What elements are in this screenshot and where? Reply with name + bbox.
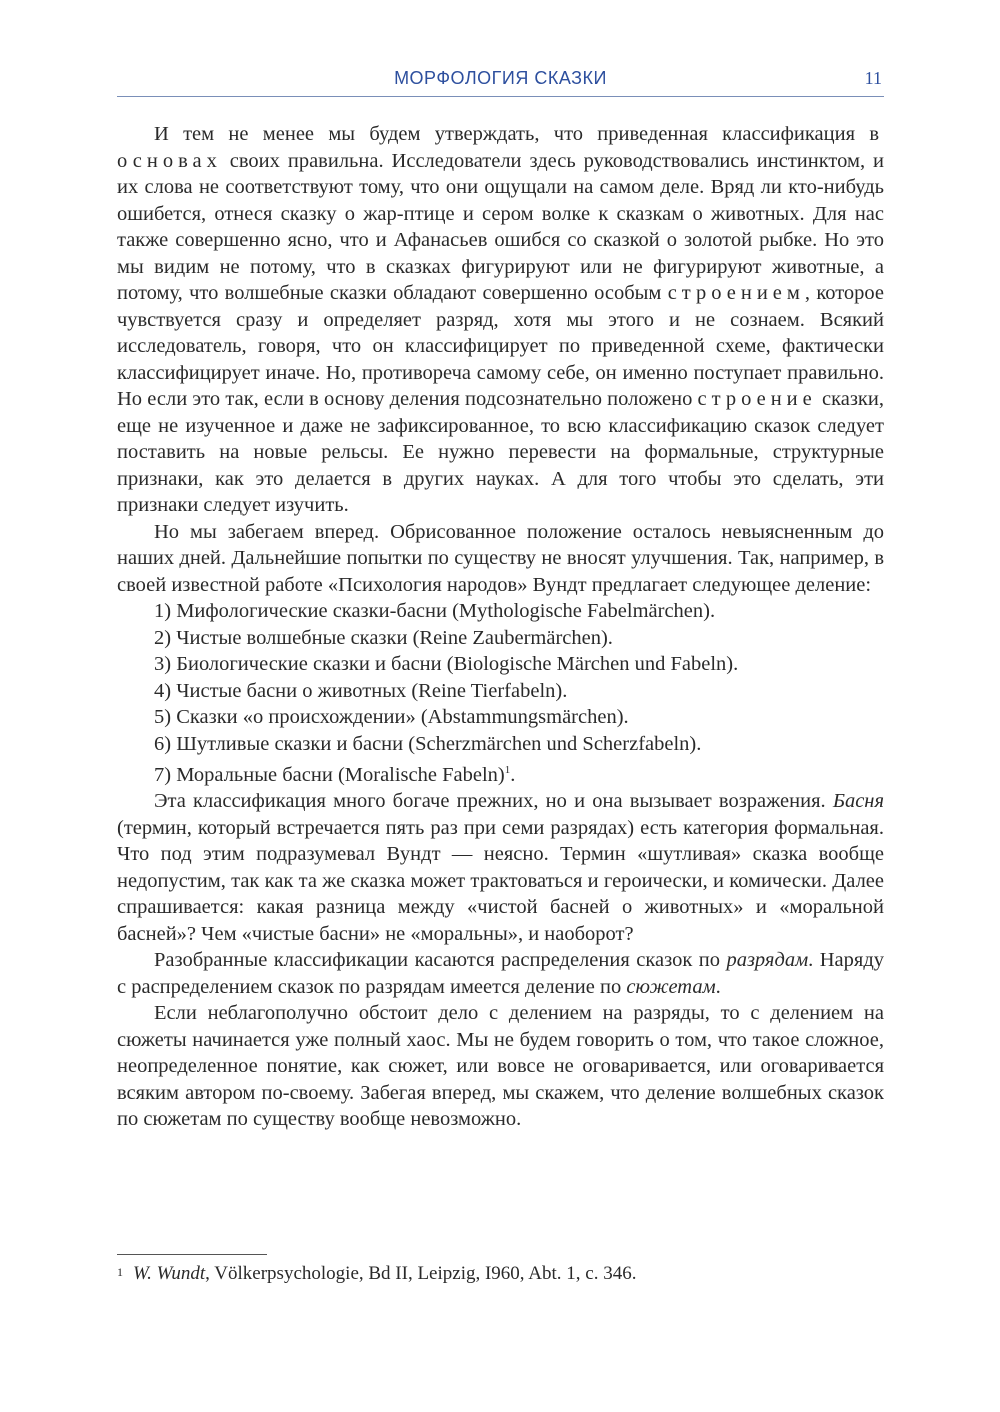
paragraph: Но мы забегаем вперед. Обрисованное положение осталось невыясненным до наших дней. Дальнейшие попытки по существу не вносят улучшения. Так, например, в своей известной работе «Психология народов» Вундт предлагает следующее деление: bbox=[117, 520, 884, 596]
text-run: . bbox=[715, 975, 721, 998]
footnote-reference[interactable]: 1 bbox=[504, 764, 511, 776]
page-number: 11 bbox=[864, 68, 882, 88]
paragraph bbox=[117, 947, 884, 1000]
footnote-text: , Völkerpsychologie, Bd II, Leipzig, I960, Abt. 1, с. 346. bbox=[205, 1263, 637, 1284]
emphasized-text: строение bbox=[697, 388, 817, 410]
text-run: И тем не менее мы будем утверждать, что приведенная классификация bbox=[154, 123, 870, 145]
list-item: 5) Сказки «о происхождении» (Abstammungsmärchen). bbox=[154, 706, 629, 728]
text-run: . bbox=[510, 763, 516, 786]
footnote-mark: 1 bbox=[117, 1265, 123, 1279]
paragraph bbox=[117, 121, 884, 519]
text-run: 7) Моральные басни (Moralische Fabeln) bbox=[154, 763, 505, 786]
list-item: 6) Шутливые сказки и басни (Scherzmärchen und Scherzfabeln). bbox=[154, 732, 702, 755]
text-run: сказки, еще не изученное и даже не зафиксированное, то всю классификацию сказок следует поставить на новые рельсы. Ее нужно перевести на формальные, структурные признаки, как это делается в других науках. А для того чтобы это сделать, эти признаки следует изучить. bbox=[117, 388, 884, 516]
emphasized-text: строением bbox=[667, 282, 805, 304]
list-item: 1) Мифологические сказки-басни (Mythologische Fabelmärchen). bbox=[154, 600, 716, 622]
main-text bbox=[117, 121, 884, 1133]
italic-term: сюжетам bbox=[626, 975, 716, 998]
running-title: МОРФОЛОГИЯ СКАЗКИ bbox=[394, 68, 607, 88]
list-item: 3) Биологические сказки и басни (Biologische Märchen und Fabeln). bbox=[154, 653, 739, 675]
footnote-divider bbox=[117, 1254, 267, 1255]
text-run: своих правильна. Исследователи здесь руководствовались инстинктом, и их слова не соответствуют тому, что они ощущали на самом деле. Вряд ли кто-нибудь ошибется, отнеся сказку о жар-птице и сером волке к сказкам о животных. Для нас также совершенно ясно, что и Афанасьев ошибся со сказкой о золотой рыбке. Но это мы видим не потому, что в сказках фигурируют или не фигурируют животные, а потому, что волшебные сказки обладают совершенно особым bbox=[117, 149, 884, 304]
list-item bbox=[117, 757, 884, 788]
emphasized-text: в основах bbox=[117, 123, 884, 172]
footnote bbox=[117, 1262, 884, 1286]
list-item: 2) Чистые волшебные сказки (Reine Zaubermärchen). bbox=[154, 626, 613, 649]
italic-term: Басня bbox=[832, 790, 884, 813]
text-run: , которое чувствуется сразу и определяет разряд, хотя мы этого и не сознаем. Всякий исследователь, говоря, что он классифицирует по приведенной схеме, фактически классифицирует иначе. Но, противореча самому себе, он именно поступает правильно. Но если это так, если в основу деления подсознательно положено bbox=[117, 282, 885, 410]
paragraph: Если неблагополучно обстоит дело с делением на разряды, то с делением на сюжеты начинается уже полный хаос. Мы не будем говорить о том, что такое сложное, неопределенное понятие, как сюжет, или вовсе не оговаривается, или оговаривается всяким автором по-своему. Забегая вперед, мы скажем, что деление волшебных сказок по сюжетам по существу вообще невозможно. bbox=[117, 1002, 884, 1131]
paragraph bbox=[117, 788, 884, 947]
text-run: Разобранные классификации касаются распределения сказок по bbox=[154, 949, 727, 972]
page-header bbox=[117, 60, 884, 97]
text-run: . Наряду с распределением сказок по разрядам имеется деление по bbox=[117, 949, 885, 998]
text-run: Эта классификация много богаче прежних, но и она вызывает возражения. bbox=[154, 790, 833, 813]
italic-term: разрядам bbox=[726, 949, 809, 972]
list-item: 4) Чистые басни о животных (Reine Tierfabeln). bbox=[154, 679, 568, 702]
text-run: (термин, который встречается пять раз при семи разрядах) есть категория формальная. Что под этим подразумевал Вундт — неясно. Термин «шутливая» сказка вообще недопустим, так как та же сказка может трактоваться и героически, и комически. Далее спрашивается: какая разница между «чистой басней о животных» и «моральной басней»? Чем «чистые басни» не «моральны», и наоборот? bbox=[117, 816, 884, 945]
footnote-author: W. Wundt bbox=[133, 1263, 206, 1284]
